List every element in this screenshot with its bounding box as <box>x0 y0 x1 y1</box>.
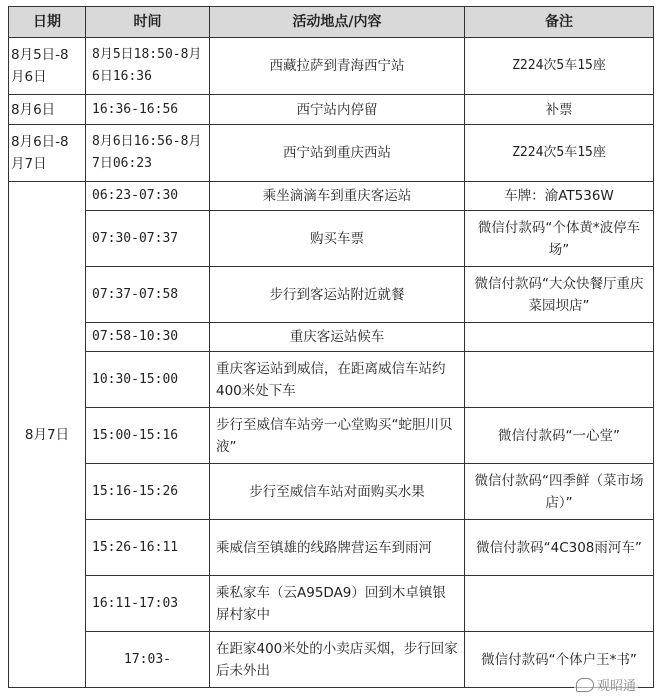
time-cell: 06:23-07:30 <box>86 182 210 211</box>
date-cell: 8月5日-8月6日 <box>9 38 86 95</box>
time-cell: 15:16-15:26 <box>86 464 210 520</box>
header-time: 时间 <box>86 7 210 38</box>
content-cell: 乘威信至镇雄的线路牌营运车到雨河 <box>210 520 465 576</box>
content-cell: 西宁站到重庆西站 <box>210 125 465 182</box>
header-row <box>9 7 654 38</box>
table-row <box>9 408 654 464</box>
note-cell: 车牌：渝AT536W <box>465 182 654 211</box>
time-cell: 07:58-10:30 <box>86 323 210 352</box>
time-cell: 07:30-07:37 <box>86 211 210 267</box>
header-note: 备注 <box>465 7 654 38</box>
note-cell: Z224次5车15座 <box>465 38 654 95</box>
table-row <box>9 125 654 182</box>
header-content: 活动地点/内容 <box>210 7 465 38</box>
table-row <box>9 632 654 688</box>
content-cell: 步行到客运站附近就餐 <box>210 267 465 323</box>
content-cell: 步行至威信车站对面购买水果 <box>210 464 465 520</box>
content-cell: 重庆客运站候车 <box>210 323 465 352</box>
watermark-text: 观昭通 <box>596 679 636 694</box>
header-date: 日期 <box>9 7 86 38</box>
note-cell: 微信付款码“一心堂” <box>465 408 654 464</box>
note-cell <box>465 352 654 408</box>
date-cell: 8月6日-8月7日 <box>9 125 86 182</box>
table-row <box>9 95 654 125</box>
time-cell: 10:30-15:00 <box>86 352 210 408</box>
content-cell: 乘坐滴滴车到重庆客运站 <box>210 182 465 211</box>
note-cell: Z224次5车15座 <box>465 125 654 182</box>
content-cell: 乘私家车（云A95DA9）回到木卓镇银屏村家中 <box>210 576 465 632</box>
note-cell: 微信付款码“大众快餐厅重庆菜园坝店” <box>465 267 654 323</box>
table-row <box>9 520 654 576</box>
note-cell: 微信付款码“四季鲜（菜市场店）” <box>465 464 654 520</box>
itinerary-table <box>8 6 654 688</box>
date-cell: 8月6日 <box>9 95 86 125</box>
table-row <box>9 267 654 323</box>
content-cell: 重庆客运站到威信，在距离威信车站约400米处下车 <box>210 352 465 408</box>
table-row <box>9 211 654 267</box>
time-cell: 8月5日18:50-8月6日16:36 <box>86 38 210 95</box>
table-row <box>9 352 654 408</box>
time-cell: 07:37-07:58 <box>86 267 210 323</box>
table-row <box>9 464 654 520</box>
note-cell: 微信付款码“个体黄*波停车场” <box>465 211 654 267</box>
content-cell: 购买车票 <box>210 211 465 267</box>
note-cell: 微信付款码“个体户王*书” <box>465 632 654 688</box>
table-row <box>9 323 654 352</box>
time-cell: 15:26-16:11 <box>86 520 210 576</box>
content-cell: 西藏拉萨到青海西宁站 <box>210 38 465 95</box>
time-cell: 15:00-15:16 <box>86 408 210 464</box>
content-cell: 步行至威信车站旁一心堂购买“蛇胆川贝液” <box>210 408 465 464</box>
table-row <box>9 38 654 95</box>
chat-bubble-icon <box>576 678 594 692</box>
note-cell <box>465 576 654 632</box>
content-cell: 西宁站内停留 <box>210 95 465 125</box>
time-cell: 8月6日16:56-8月7日06:23 <box>86 125 210 182</box>
date-cell: 8月7日 <box>9 182 86 688</box>
time-cell: 16:11-17:03 <box>86 576 210 632</box>
table-row <box>9 182 654 211</box>
watermark <box>574 675 638 694</box>
note-cell: 补票 <box>465 95 654 125</box>
note-cell: 微信付款码“4C308雨河车” <box>465 520 654 576</box>
note-cell <box>465 323 654 352</box>
time-cell: 16:36-16:56 <box>86 95 210 125</box>
table-row <box>9 576 654 632</box>
time-cell: 17:03- <box>86 632 210 688</box>
content-cell: 在距家400米处的小卖店买烟，步行回家后未外出 <box>210 632 465 688</box>
